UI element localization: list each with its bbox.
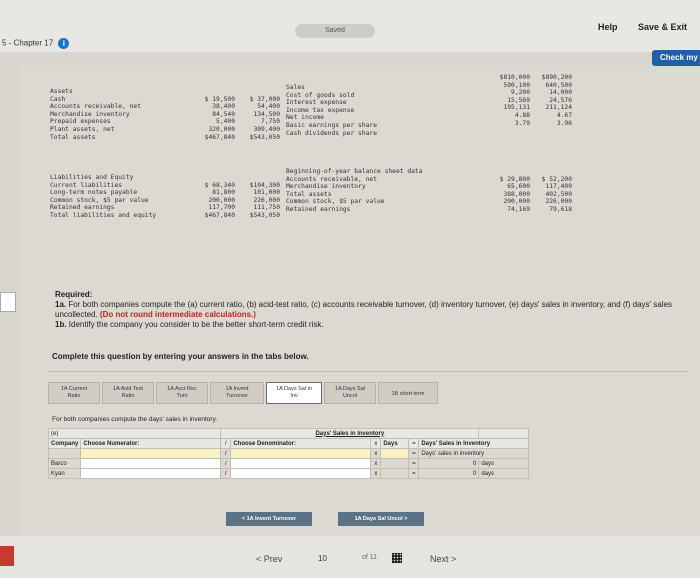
denominator-input[interactable] [231,449,371,459]
times-sign: x [371,459,381,469]
col-denominator[interactable]: Choose Denominator: [231,439,371,449]
next-button[interactable]: Next > [430,554,457,564]
times-sign: x [371,469,381,479]
div-sign: / [221,459,231,469]
part-a-note: (Do not round intermediate calculations.) [99,310,256,319]
chapter-title [2,38,69,49]
empty-cell [49,449,81,459]
liabilities-col1: $ 68,340 81,800 200,000 117,700 $467,840 [204,181,235,219]
check-my-work-button[interactable]: Check my [652,50,700,66]
top-bar [0,0,700,52]
numerator-input[interactable] [81,459,221,469]
table-row [49,459,529,469]
numerator-input[interactable] [81,449,221,459]
complete-instruction: Complete this question by entering your answers in the tabs below. [52,352,309,361]
table-header-row [49,439,529,449]
tab-description: For both companies compute the days' sales in inventory. [52,416,218,423]
equals-sign: = [409,439,419,449]
equals-sign: = [409,469,419,479]
tab-days-sal-inv[interactable]: 1A Days Sal in Inv [266,382,322,404]
tab-days-sal-uncol[interactable]: 1A Days Sal Uncol [324,382,376,404]
col-result: Days' Sales in Inventory [419,439,529,449]
tab-acid-test[interactable]: 1A Acid Test Ratio [102,382,154,404]
help-button[interactable]: Help [598,22,618,32]
liabilities-labels: Liabilities and Equity Current liabilities Long-term notes payable Common stock, $5 par value Retained earnings Total liabilities and equity [50,174,157,219]
assets-labels: Assets Cash Accounts receivable, net Merchandise inventory Prepaid expenses Plant assets, net Total assets [50,88,141,141]
question-panel [20,66,700,536]
answer-tabs-area [48,371,688,521]
col-numerator[interactable]: Choose Numerator: [81,439,221,449]
table-title: Days' Sales in Inventory [221,429,479,439]
numerator-input[interactable] [81,469,221,479]
times-sign: x [371,449,381,459]
col-company: Company [49,439,81,449]
question-text [55,290,675,330]
tab-short-term[interactable]: 1B short term [378,382,438,404]
div-sign: / [221,469,231,479]
part-a-prefix: 1a. [55,300,67,309]
result-value: 0 [419,459,479,469]
part-label: (e) [49,429,221,439]
income-col1: $810,000 590,100 9,200 15,569 195,131 4.88 3.79 [499,74,530,127]
beginning-labels: Beginning-of-year balance sheet data Accounts receivable, net Merchandise inventory Total assets Common stock, $5 par value Retained earnings [286,168,423,213]
income-labels: Sales Cost of goods sold Interest expense Income tax expense Net income Basic earnings per share Cash dividends per share [286,84,377,137]
days-input[interactable] [381,469,409,479]
result-sublabel: Days' sales in inventory [419,449,529,459]
div-sign: / [221,449,231,459]
corner-marker [0,546,14,566]
times-sign: x [371,439,381,449]
result-value: 0 [419,469,479,479]
assets-col2: $ 37,000 54,400 134,500 7,750 309,400 $543,050 [249,95,280,141]
table-title-row [49,429,529,439]
days-input[interactable] [381,449,409,459]
table-title-end [479,429,529,439]
part-a-text: For both companies compute the (a) current ratio, (b) acid-test ratio, (c) accounts receivable turnover, (d) inventory turnover, (e) days' sales in inventory, and (f) days' sales uncollected. [55,300,672,319]
result-unit: days [479,459,529,469]
result-unit: days [479,469,529,479]
page-total: of 11 [362,554,378,561]
beginning-col2: $ 52,200 117,400 402,500 226,000 79,618 [541,175,572,213]
equals-sign: = [409,459,419,469]
tab-acct-rec[interactable]: 1A Acct Rec Turn [156,382,208,404]
denominator-input[interactable] [231,469,371,479]
next-tab-button[interactable]: 1A Days Sal Uncol > [338,512,424,526]
table-row [49,469,529,479]
prev-button[interactable]: < Prev [256,554,283,564]
save-exit-button[interactable]: Save & Exit [638,22,688,32]
answer-table [48,428,529,479]
company-name: Kyan [49,469,81,479]
equals-sign: = [409,449,419,459]
tab-current-ratio[interactable]: 1A Current Ratio [48,382,100,404]
company-name: Barco [49,459,81,469]
grid-icon[interactable] [392,553,402,563]
required-heading: Required: [55,290,93,299]
prev-tab-button[interactable]: < 1A Invent Turnover [226,512,312,526]
div-sign: / [221,439,231,449]
beginning-col1: $ 29,800 65,600 388,000 200,000 74,169 [499,175,530,213]
income-col2: $890,200 640,500 14,000 24,576 211,124 4.67 3.96 [541,74,572,127]
saved-indicator: Saved [295,24,375,38]
page-number: 10 [318,554,327,563]
days-input[interactable] [381,459,409,469]
info-icon[interactable]: i [58,38,69,49]
side-tab[interactable] [0,292,16,312]
chapter-label: 5 - Chapter 17 [2,38,54,48]
assets-col1: $ 19,500 38,400 84,540 5,400 320,000 $467,840 [204,95,235,141]
part-b-text: Identify the company you consider to be the better short-term credit risk. [66,320,324,329]
table-row [49,449,529,459]
tab-invent-turnover[interactable]: 1A Invent Turnover [210,382,264,404]
part-b-prefix: 1b. [55,320,67,329]
financial-statements [50,74,670,238]
col-days: Days [381,439,409,449]
bottom-bar [0,536,700,578]
denominator-input[interactable] [231,459,371,469]
liabilities-col2: $104,300 101,000 226,000 111,750 $543,050 [249,181,280,219]
